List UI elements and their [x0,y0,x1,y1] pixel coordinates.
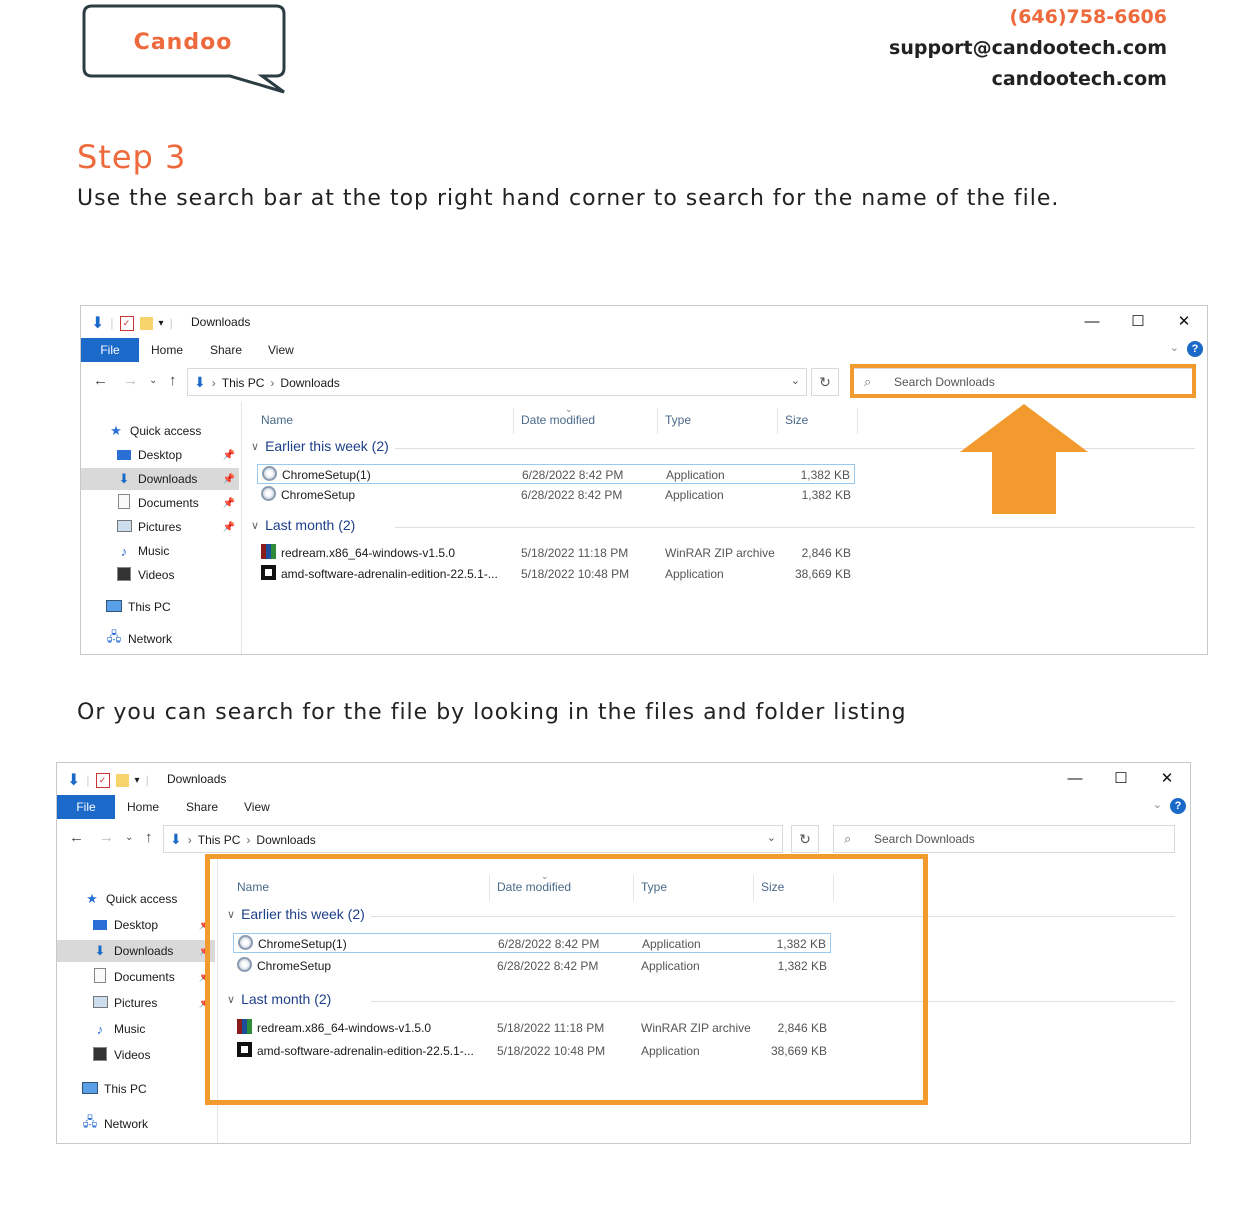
file-type: Application [641,1044,700,1058]
downloads-folder-icon: ⬇ [170,831,182,847]
step-title: Step 3 [77,138,187,176]
file-row[interactable] [257,464,855,484]
video-icon [115,567,133,584]
back-arrow-icon[interactable]: ← [93,372,108,389]
music-icon: ♪ [120,543,128,559]
sidebar-item-videos[interactable] [81,564,239,586]
sidebar-item-label: Downloads [138,472,198,486]
sidebar-item-label: Desktop [114,918,159,932]
customize-toolbar-icon[interactable]: ▾ [158,317,164,329]
file-name: amd-software-adrenalin-edition-22.5.1-... [257,1044,474,1058]
sidebar-item-downloads[interactable] [81,468,239,490]
expand-ribbon-icon[interactable]: ⌄ [1169,342,1179,354]
breadcrumb-separator-icon: › [187,832,192,847]
sidebar-item-label: Quick access [130,424,202,438]
search-highlight-box [850,364,1196,398]
collapse-chevron-icon[interactable]: ∨ [251,440,260,453]
pin-icon[interactable]: 📌 [222,449,235,461]
group-label: Earlier this week (2) [241,906,365,922]
video-icon [91,1047,109,1064]
music-icon: ♪ [96,1021,104,1037]
help-icon[interactable]: ? [1187,341,1203,357]
up-folder-icon[interactable]: ↑ [145,829,153,846]
search-box[interactable] [833,825,1175,853]
tab-file[interactable]: File [57,795,115,819]
refresh-button[interactable]: ↻ [791,825,819,853]
address-dropdown-icon[interactable]: ⌄ [790,375,800,387]
file-size: 1,382 KB [776,937,826,951]
sidebar-item-label: Videos [138,568,175,582]
quick-access-toolbar: ⬇ | ✓ ▾ | [91,315,173,332]
file-type: WinRAR ZIP archive [665,546,775,560]
contact-website[interactable]: candootech.com [991,68,1167,90]
address-bar[interactable] [187,368,807,396]
column-separator[interactable] [857,408,858,434]
collapse-chevron-icon[interactable]: ∨ [227,993,236,1006]
group-label: Last month (2) [265,517,356,533]
download-arrow-icon[interactable]: ⬇ [91,315,105,332]
file-name: ChromeSetup [281,488,356,502]
file-size: 2,846 KB [777,1021,827,1035]
sidebar-item-label: Quick access [106,892,178,906]
sort-indicator-icon: ⌄ [565,404,573,414]
desktop-icon [115,448,133,463]
sidebar-item-label: Documents [138,496,199,510]
collapse-chevron-icon[interactable]: ∨ [227,908,236,921]
customize-toolbar-icon[interactable]: ▾ [134,774,140,786]
document-icon [91,968,109,986]
sidebar-item-label: Network [104,1117,149,1131]
breadcrumb-this-pc[interactable]: This PC [197,832,241,847]
breadcrumb-separator-icon: › [246,832,251,847]
sidebar-item-pictures[interactable] [57,992,215,1014]
new-folder-icon[interactable] [116,774,129,787]
column-type[interactable]: Type [641,880,668,894]
sidebar-item-label: Music [114,1022,146,1036]
expand-ribbon-icon[interactable]: ⌄ [1152,799,1162,811]
tab-view[interactable]: View [268,343,294,357]
contact-email[interactable]: support@candootech.com [889,37,1167,59]
pictures-icon [91,996,109,1011]
minimize-button[interactable]: — [1084,313,1100,330]
group-divider [395,527,1195,528]
column-type[interactable]: Type [665,413,692,427]
sidebar-item-label: Downloads [114,944,174,958]
pin-icon[interactable]: 📌 [222,521,235,533]
contact-info [889,2,1167,95]
sidebar-item-label: Videos [114,1048,151,1062]
file-name: ChromeSetup(1) [258,937,347,951]
sidebar-item-quick-access[interactable] [81,420,239,442]
forward-arrow-icon[interactable]: → [123,372,138,389]
sidebar-item-network[interactable] [81,628,239,650]
network-icon: 🖧 [82,1114,98,1129]
tab-home[interactable]: Home [127,800,160,814]
sidebar-item-quick-access[interactable] [57,888,215,910]
setup-icon [262,466,278,482]
file-name: redream.x86_64-windows-v1.5.0 [257,1021,432,1035]
close-button[interactable]: ✕ [1160,770,1174,787]
file-type: Application [665,567,724,581]
sidebar-item-desktop[interactable] [81,444,239,466]
amd-icon [261,565,277,581]
download-icon: ⬇ [118,471,130,486]
file-date: 6/28/2022 8:42 PM [522,468,624,482]
file-date: 5/18/2022 11:18 PM [521,546,629,560]
pictures-icon [115,520,133,535]
sidebar-item-label: Documents [114,970,175,984]
download-arrow-icon[interactable]: ⬇ [67,772,81,789]
sidebar-item-music[interactable] [57,1018,215,1040]
sidebar-item-documents[interactable] [57,966,215,988]
search-icon: ⌕ [844,831,852,846]
window-title: Downloads [167,772,227,786]
pin-icon[interactable]: 📌 [198,919,211,931]
sidebar-item-music[interactable] [81,540,239,562]
file-type: WinRAR ZIP archive [641,1021,751,1035]
file-row[interactable] [257,564,855,584]
ribbon-tabs [57,795,1190,819]
contact-phone[interactable]: (646)758-6606 [1009,6,1167,28]
file-date: 5/18/2022 10:48 PM [521,567,630,581]
column-name[interactable]: Name [261,413,294,427]
logo-text: Candoo [133,30,233,55]
winrar-icon [261,544,277,560]
column-separator[interactable] [657,408,658,434]
sidebar-item-label: Pictures [138,520,182,534]
breadcrumb-this-pc[interactable]: This PC [221,375,265,390]
breadcrumb-separator-icon: › [270,375,275,390]
document-icon [115,494,133,512]
collapse-chevron-icon[interactable]: ∨ [251,519,260,532]
file-type: Application [642,937,701,951]
ribbon-tabs [81,338,1207,362]
tab-view[interactable]: View [244,800,270,814]
breadcrumb-downloads[interactable]: Downloads [256,832,316,847]
close-button[interactable]: ✕ [1177,313,1191,330]
sidebar-item-label: Pictures [114,996,158,1010]
file-size: 38,669 KB [770,1044,827,1058]
refresh-button[interactable]: ↻ [811,368,839,396]
group-label: Last month (2) [241,991,332,1007]
recent-locations-icon[interactable]: ⌄ [125,832,134,843]
maximize-button[interactable]: ☐ [1114,770,1128,787]
file-type: Application [666,468,725,482]
file-date: 5/18/2022 11:18 PM [497,1021,605,1035]
navigation-bar [57,823,1190,855]
file-size: 1,382 KB [800,468,850,482]
pane-divider[interactable] [241,402,242,654]
download-icon: ⬇ [94,943,106,958]
file-size: 1,382 KB [777,959,827,973]
sidebar-item-desktop[interactable] [57,914,215,936]
minimize-button[interactable]: — [1067,770,1083,787]
setup-icon [261,486,277,502]
pin-icon[interactable]: 📌 [198,997,211,1009]
new-folder-icon[interactable] [140,317,153,330]
candoo-logo [80,4,286,94]
column-separator[interactable] [777,408,778,434]
file-type: Application [641,959,700,973]
file-name: amd-software-adrenalin-edition-22.5.1-... [281,567,498,581]
tab-file[interactable]: File [81,338,139,362]
search-icon: ⌕ [864,374,872,389]
computer-icon [105,600,123,615]
file-name: ChromeSetup(1) [282,468,371,482]
column-separator[interactable] [513,408,514,434]
sidebar-item-documents[interactable] [81,492,239,514]
alternative-instruction: Or you can search for the file by looking in the files and folder listing [77,700,907,725]
title-bar [81,306,1207,336]
window-title: Downloads [191,315,251,329]
column-size[interactable]: Size [761,880,785,894]
sort-indicator-icon: ⌄ [541,871,549,881]
search-placeholder: Search Downloads [874,832,975,846]
file-listing-highlight-box [205,854,928,1105]
up-folder-icon[interactable]: ↑ [169,372,177,389]
group-label: Earlier this week (2) [265,438,389,454]
computer-icon [81,1082,99,1097]
step-description: Use the search bar at the top right hand corner to search for the name of the file. [77,186,1060,211]
tab-share[interactable]: Share [186,800,219,814]
file-size: 1,382 KB [801,488,851,502]
sidebar-item-label: Network [128,632,173,646]
sidebar-item-label: Desktop [138,448,183,462]
help-icon[interactable]: ? [1170,798,1186,814]
column-name[interactable]: Name [237,880,270,894]
sidebar-item-label: This PC [104,1082,147,1096]
tab-home[interactable]: Home [151,343,184,357]
column-header-row [243,404,863,430]
sidebar-item-this-pc[interactable] [81,596,239,618]
properties-icon[interactable]: ✓ [120,316,134,331]
file-date: 6/28/2022 8:42 PM [521,488,623,502]
column-date-modified[interactable]: Date modified [521,413,596,427]
recent-locations-icon[interactable]: ⌄ [149,375,158,386]
quick-access-toolbar: ⬇ | ✓ ▾ | [67,772,149,789]
sidebar-item-label: Music [138,544,170,558]
sidebar-item-videos[interactable] [57,1044,215,1066]
search-placeholder: Search Downloads [894,375,995,389]
network-icon: 🖧 [106,629,122,644]
breadcrumb-downloads[interactable]: Downloads [280,375,340,390]
address-dropdown-icon[interactable]: ⌄ [766,832,776,844]
column-date-modified[interactable]: Date modified [497,880,572,894]
address-bar[interactable] [163,825,783,853]
desktop-icon [91,918,109,933]
file-date: 5/18/2022 10:48 PM [497,1044,606,1058]
sidebar-item-label: This PC [128,600,171,614]
group-header[interactable] [251,517,355,533]
file-row[interactable] [257,485,855,505]
file-type: Application [665,488,724,502]
up-arrow-icon [960,404,1088,516]
tab-share[interactable]: Share [210,343,243,357]
sidebar-item-downloads[interactable] [57,940,215,962]
sidebar-item-this-pc[interactable] [57,1078,215,1100]
group-header[interactable] [251,438,389,454]
title-bar [57,763,1190,793]
file-name: ChromeSetup [257,959,332,973]
file-size: 2,846 KB [801,546,851,560]
pin-icon[interactable]: 📌 [222,473,235,485]
file-date: 6/28/2022 8:42 PM [497,959,599,973]
sidebar-item-network[interactable] [57,1113,215,1135]
downloads-folder-icon: ⬇ [194,374,206,390]
star-icon: ★ [86,891,98,906]
star-icon: ★ [110,423,122,438]
breadcrumb-separator-icon: › [211,375,216,390]
forward-arrow-icon[interactable]: → [99,829,114,846]
sidebar-item-pictures[interactable] [81,516,239,538]
column-size[interactable]: Size [785,413,809,427]
pin-icon[interactable]: 📌 [198,971,211,983]
back-arrow-icon[interactable]: ← [69,829,84,846]
pin-icon[interactable]: 📌 [198,945,211,957]
properties-icon[interactable]: ✓ [96,773,110,788]
file-date: 6/28/2022 8:42 PM [498,937,600,951]
file-row[interactable] [257,543,855,563]
pin-icon[interactable]: 📌 [222,497,235,509]
file-name: redream.x86_64-windows-v1.5.0 [281,546,456,560]
maximize-button[interactable]: ☐ [1131,313,1145,330]
file-size: 38,669 KB [794,567,851,581]
